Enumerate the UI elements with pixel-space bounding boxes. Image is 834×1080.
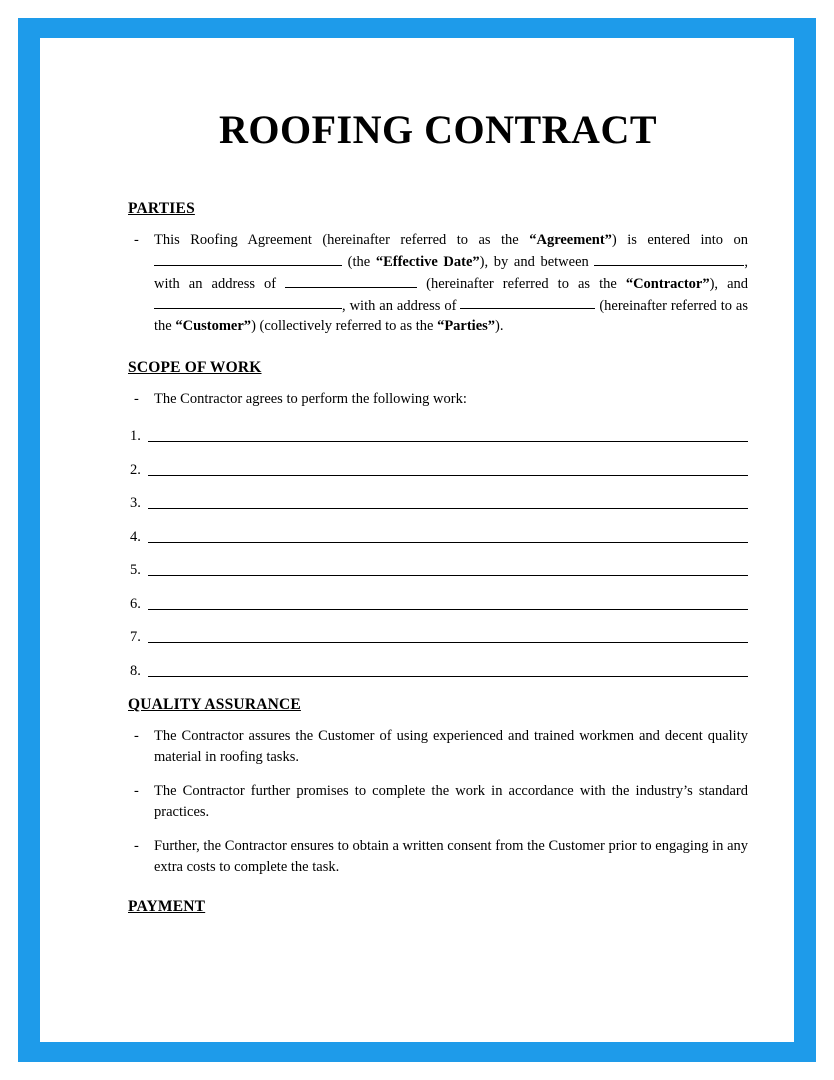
section-heading-payment: PAYMENT [128, 898, 206, 916]
parties-text-7: ), and [709, 275, 749, 292]
section-heading-scope-of-work: SCOPE OF WORK [128, 359, 262, 377]
list-item-number: 3. [130, 495, 141, 512]
page-title: ROOFING CONTRACT [218, 107, 658, 152]
write-in-line[interactable] [148, 575, 748, 576]
document-body [128, 108, 748, 928]
bullet-marker: - [134, 391, 139, 408]
quality-assurance-item-1 [128, 726, 748, 768]
quality-assurance-text-3: Further, the Contractor ensures to obtain a written consent from the Customer prior to engaging in any extra costs to complete the task. [154, 838, 748, 876]
list-item-number: 5. [130, 562, 141, 579]
write-in-line[interactable] [148, 609, 748, 610]
list-item[interactable] [128, 596, 748, 613]
list-item[interactable] [128, 462, 748, 479]
write-in-line[interactable] [148, 642, 748, 643]
parties-text-11: ). [495, 318, 504, 335]
term-effective-date: “Effective Date” [375, 253, 480, 270]
quality-assurance-text-1: The Contractor assures the Customer of using experienced and trained workmen and decent quality material in roofing tasks. [154, 728, 748, 766]
parties-paragraph [154, 230, 748, 337]
quality-assurance-item-3 [128, 836, 748, 878]
list-item-number: 6. [130, 595, 141, 612]
page-surface [40, 38, 794, 1042]
quality-assurance-item-2 [128, 781, 748, 823]
parties-text-5: , with an address of [154, 253, 749, 292]
list-item[interactable] [128, 495, 748, 512]
list-item[interactable] [128, 562, 748, 579]
bullet-marker: - [134, 783, 139, 800]
list-item-number: 1. [130, 428, 141, 445]
section-heading-parties: PARTIES [128, 200, 195, 217]
parties-text-10: ) (collectively referred to as the [251, 318, 438, 335]
list-item[interactable] [128, 428, 748, 445]
term-agreement: “Agreement” [529, 232, 612, 248]
list-item[interactable] [128, 529, 748, 546]
scope-work-list [128, 428, 748, 680]
list-item[interactable] [128, 663, 748, 680]
parties-text-8: , with an address of [342, 297, 461, 314]
effective-date-blank[interactable] [154, 251, 342, 266]
customer-address-blank[interactable] [460, 295, 595, 310]
parties-text-9: (hereinafter referred to as the [154, 297, 749, 335]
list-item[interactable] [128, 629, 748, 646]
parties-text-2: ) is entered into on [611, 232, 748, 248]
write-in-line[interactable] [148, 441, 748, 442]
list-item-number: 7. [130, 629, 141, 646]
write-in-line[interactable] [148, 475, 748, 476]
bullet-marker: - [134, 728, 139, 745]
parties-paragraph-row [128, 230, 748, 337]
list-item-number: 2. [130, 461, 141, 478]
parties-text-3: (the [342, 253, 376, 270]
list-item-number: 4. [130, 528, 141, 545]
scope-intro-text: The Contractor agrees to perform the following work: [154, 391, 467, 408]
contractor-address-blank[interactable] [285, 273, 417, 288]
page-border [18, 18, 816, 1062]
parties-text-1: This Roofing Agreement (hereinafter referred to as the [154, 232, 530, 248]
term-customer: “Customer” [175, 318, 252, 335]
parties-text-4: ), by and between [479, 253, 595, 270]
customer-name-blank[interactable] [154, 295, 342, 310]
section-heading-quality-assurance: QUALITY ASSURANCE [128, 696, 301, 714]
bullet-marker: - [134, 838, 139, 855]
term-contractor: “Contractor” [625, 275, 710, 292]
write-in-line[interactable] [148, 508, 748, 509]
list-item-number: 8. [130, 662, 141, 679]
contractor-name-blank[interactable] [594, 251, 744, 266]
write-in-line[interactable] [148, 542, 748, 543]
write-in-line[interactable] [148, 676, 748, 677]
scope-intro-row [128, 389, 748, 410]
bullet-marker: - [134, 232, 139, 248]
parties-text-6: (hereinafter referred to as the [417, 275, 626, 292]
quality-assurance-text-2: The Contractor further promises to complete the work in accordance with the industry’s standard practices. [154, 783, 748, 821]
term-parties: “Parties” [437, 318, 496, 335]
